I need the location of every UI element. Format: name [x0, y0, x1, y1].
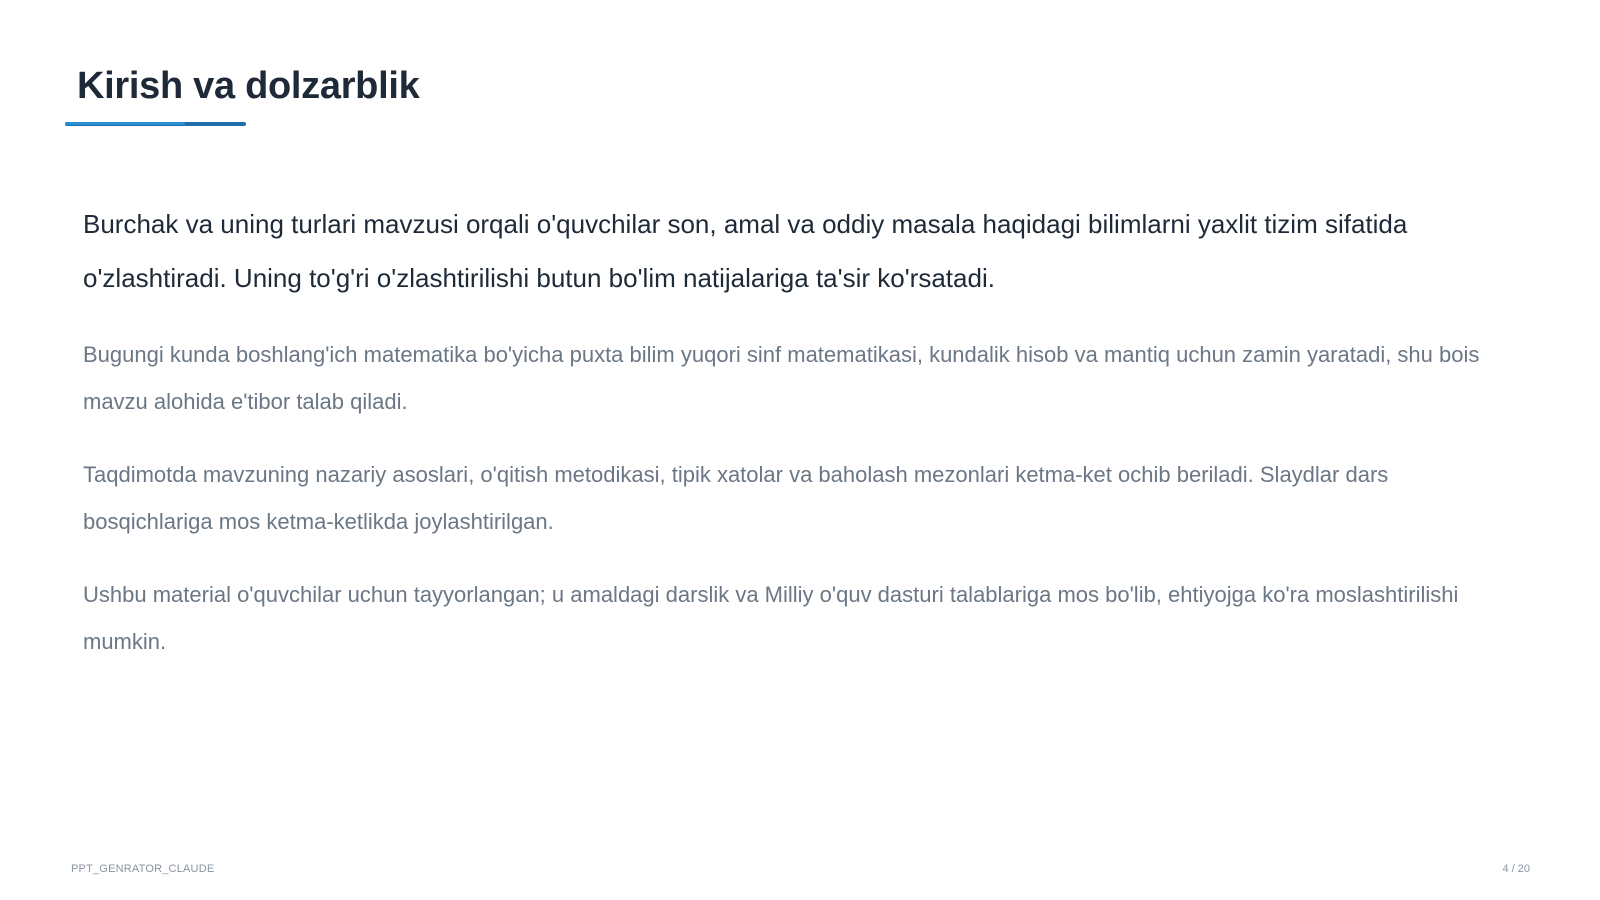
title-underline-accent [65, 122, 185, 125]
body-paragraph-3: Ushbu material o'quvchilar uchun tayyorlangan; u amaldagi darslik va Milliy o'quv dasturi talablariga mos bo'lib, ehtiyojga ko'ra moslashtirilishi mumkin. [83, 582, 1459, 654]
title-underline [65, 122, 246, 128]
page-number: 4 / 20 [1502, 863, 1530, 875]
slide-title: Kirish va dolzarblik [77, 65, 420, 107]
body-paragraph-2: Taqdimotda mavzuning nazariy asoslari, o'qitish metodikasi, tipik xatolar va baholash mezonlari ketma-ket ochib beriladi. Slaydlar dars bosqichlariga mos ketma-ketlikda joylashtirilgan. [83, 462, 1389, 534]
lead-paragraph: Burchak va uning turlari mavzusi orqali o'quvchilar son, amal va oddiy masala haqidagi bilimlarni yaxlit tizim sifatida o'zlashtiradi. Uning to'g'ri o'zlashtirilishi butun bo'lim natijalariga ta'sir ko'rsatadi. [83, 209, 1408, 293]
body-paragraph-1: Bugungi kunda boshlang'ich matematika bo'yicha puxta bilim yuqori sinf matematikasi, kundalik hisob va mantiq uchun zamin yaratadi, shu bois mavzu alohida e'tibor talab qiladi. [83, 342, 1480, 414]
footer-source: PPT_GENRATOR_CLAUDE [71, 863, 215, 875]
